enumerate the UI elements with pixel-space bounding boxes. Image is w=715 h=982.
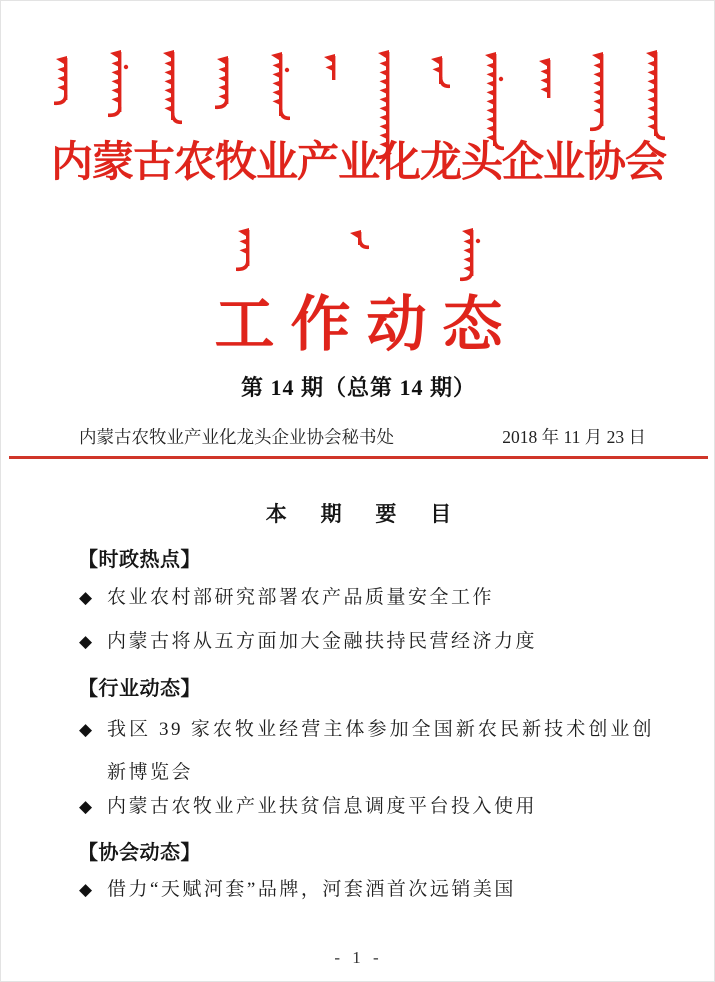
toc-section-politics: 【时政热点】 — [78, 549, 201, 571]
mongolian-word-glyph — [347, 229, 371, 256]
mongolian-word-glyph — [321, 53, 345, 91]
toc-item — [79, 717, 654, 794]
mongolian-word-glyph — [53, 55, 77, 111]
toc-section-association: 【协会动态】 — [78, 842, 201, 864]
toc-heading: 本 期 要 目 — [265, 503, 466, 526]
toc-section-industry: 【行业动态】 — [78, 678, 201, 700]
mongolian-word-glyph — [428, 55, 452, 95]
mongolian-word-glyph — [214, 55, 238, 115]
mongolian-word-glyph — [536, 57, 560, 109]
toc-item-text: 农业农村部研究部署农产品质量安全工作 — [107, 587, 495, 608]
diamond-bullet-icon: ◆ — [79, 632, 93, 651]
mongolian-word-glyph — [589, 51, 613, 137]
mongolian-word-glyph — [268, 51, 292, 127]
diamond-bullet-icon: ◆ — [79, 720, 93, 739]
toc-item — [79, 629, 654, 654]
mongolian-word-glyph — [235, 227, 259, 277]
publisher-name: 内蒙古农牧业产业化龙头企业协会秘书处 — [79, 427, 394, 447]
toc-item-text: 借力“天赋河套”品牌，河套酒首次远销美国 — [107, 879, 516, 900]
toc-item-text: 内蒙古将从五方面加大金融扶持民营经济力度 — [107, 631, 538, 652]
toc-item-text: 我区 39 家农牧业经营主体参加全国新农民新技术创业创新博览会 — [107, 719, 654, 783]
mongolian-word-glyph — [160, 49, 184, 131]
bulletin-title: 工作动态 — [214, 292, 519, 358]
publish-date: 2018 年 11 月 23 日 — [502, 427, 646, 447]
org-name-title: 内蒙古农牧业产业化龙头企业协会 — [50, 140, 666, 186]
red-divider-rule — [9, 456, 708, 459]
toc-item — [79, 794, 654, 819]
toc-item — [79, 877, 654, 902]
issue-number-line: 第 14 期（总第 14 期） — [240, 375, 476, 400]
page-number: - 1 - — [334, 948, 383, 967]
mongolian-word-glyph — [107, 49, 131, 123]
publisher-row — [79, 424, 646, 449]
diamond-bullet-icon: ◆ — [79, 797, 93, 816]
toc-item — [79, 585, 654, 610]
diamond-bullet-icon: ◆ — [79, 880, 93, 899]
toc-item-text: 内蒙古农牧业产业扶贫信息调度平台投入使用 — [107, 796, 538, 817]
diamond-bullet-icon: ◆ — [79, 588, 93, 607]
